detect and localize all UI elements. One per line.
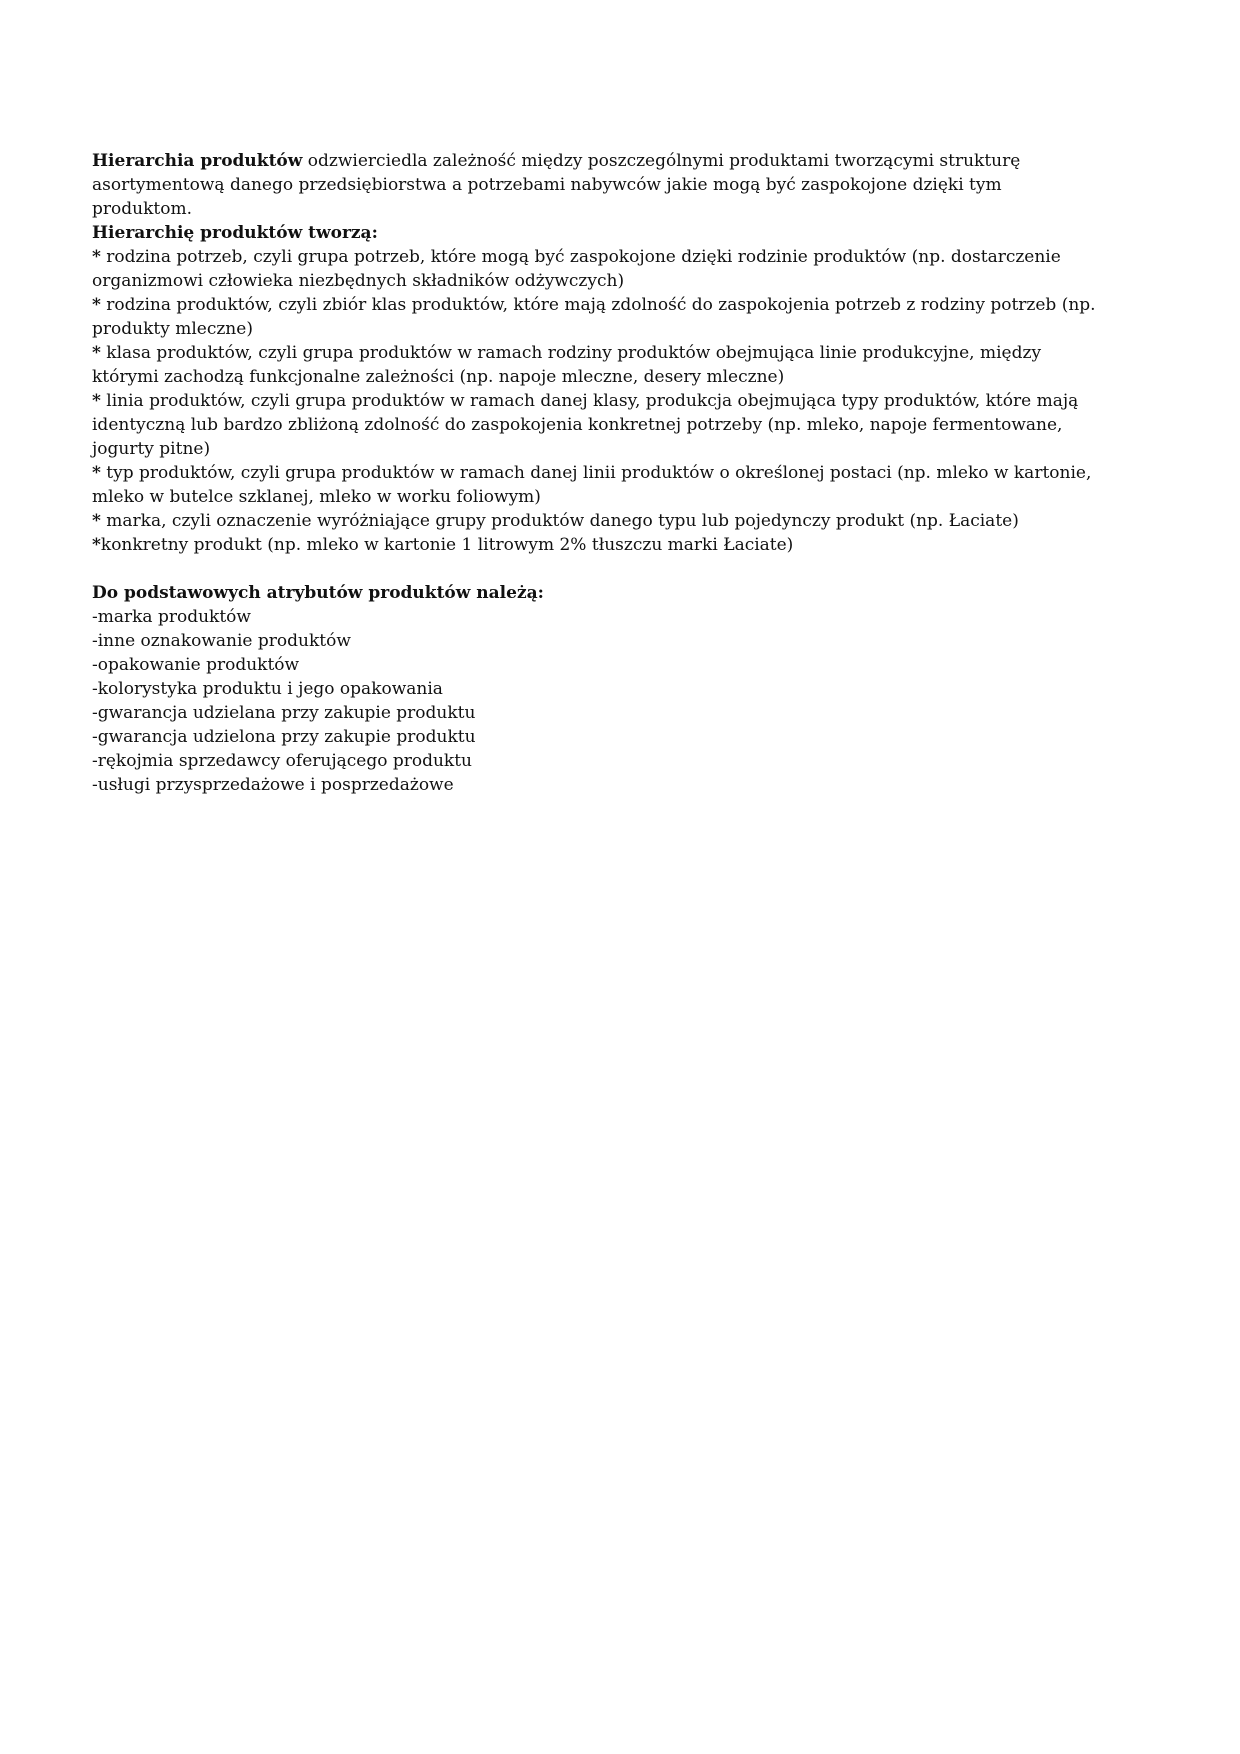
hierarchy-item (92, 293, 1102, 341)
bullet-asterisk: * (92, 511, 101, 531)
hierarchy-item (92, 245, 1102, 293)
bullet-asterisk: * (92, 343, 101, 363)
intro-paragraph (92, 149, 1102, 221)
hierarchy-item (92, 533, 1102, 557)
bullet-asterisk: * (92, 463, 101, 483)
attribute-item: -inne oznakowanie produktów (92, 631, 351, 651)
attribute-item: -kolorystyka produktu i jego opakowania (92, 679, 443, 699)
hierarchy-item-text: rodzina produktów, czyli zbiór klas produktów, które mają zdolność do zaspokojenia potrzeb z rodziny potrzeb (np. produkty mleczne) (92, 295, 1096, 339)
attribute-item: -opakowanie produktów (92, 655, 300, 675)
attribute-item: -rękojmia sprzedawcy oferującego produktu (92, 751, 473, 771)
intro-text: odzwierciedla zależność między poszczególnymi produktami tworzącymi strukturę asortymentową danego przedsiębiorstwa a potrzebami nabywców jakie mogą być zaspokojone dzięki tym produktom. (92, 151, 1021, 219)
attribute-item: -gwarancja udzielana przy zakupie produktu (92, 703, 476, 723)
hierarchy-item-text: marka, czyli oznaczenie wyróżniające grupy produktów danego typu lub pojedynczy produkt (np. Łaciate) (100, 511, 1019, 531)
hierarchy-item-text: klasa produktów, czyli grupa produktów w ramach rodziny produktów obejmująca linie produkcyjne, między którymi zachodzą funkcjonalne zależności (np. napoje mleczne, desery mleczne) (92, 343, 1042, 387)
attribute-item: -usługi przysprzedażowe i posprzedażowe (92, 775, 454, 795)
hierarchy-item (92, 461, 1102, 509)
hierarchy-item-text: linia produktów, czyli grupa produktów w ramach danej klasy, produkcja obejmująca typy produktów, które mają identyczną lub bardzo zbliżoną zdolność do zaspokojenia konkretnej potrzeby (np. mleko, napoje fermentowane, jogurty pitne) (92, 391, 1079, 459)
hierarchy-item-text: typ produktów, czyli grupa produktów w ramach danej linii produktów o określonej postaci (np. mleko w kartonie, mleko w butelce szklanej, mleko w worku foliowym) (92, 463, 1092, 507)
hierarchy-item (92, 389, 1102, 461)
bullet-asterisk: * (92, 247, 101, 267)
hierarchy-item-text: konkretny produkt (np. mleko w kartonie 1 litrowym 2% tłuszczu marki Łaciate) (100, 535, 794, 555)
bullet-asterisk: * (92, 391, 101, 411)
hierarchy-item (92, 341, 1102, 389)
attributes-heading: Do podstawowych atrybutów produktów należą: (92, 583, 544, 603)
hierarchy-item (92, 509, 1102, 533)
paragraph-spacer (92, 557, 1102, 581)
bullet-asterisk: * (92, 295, 101, 315)
hierarchy-heading: Hierarchię produktów tworzą: (92, 223, 378, 243)
hierarchy-item-text: rodzina potrzeb, czyli grupa potrzeb, które mogą być zaspokojone dzięki rodzinie produktów (np. dostarczenie organizmowi człowieka niezbędnych składników odżywczych) (92, 247, 1061, 291)
attribute-item: -marka produktów (92, 607, 251, 627)
document-page (92, 149, 1102, 797)
bullet-asterisk: * (92, 535, 101, 555)
intro-term: Hierarchia produktów (92, 151, 303, 171)
attribute-item: -gwarancja udzielona przy zakupie produktu (92, 727, 476, 747)
